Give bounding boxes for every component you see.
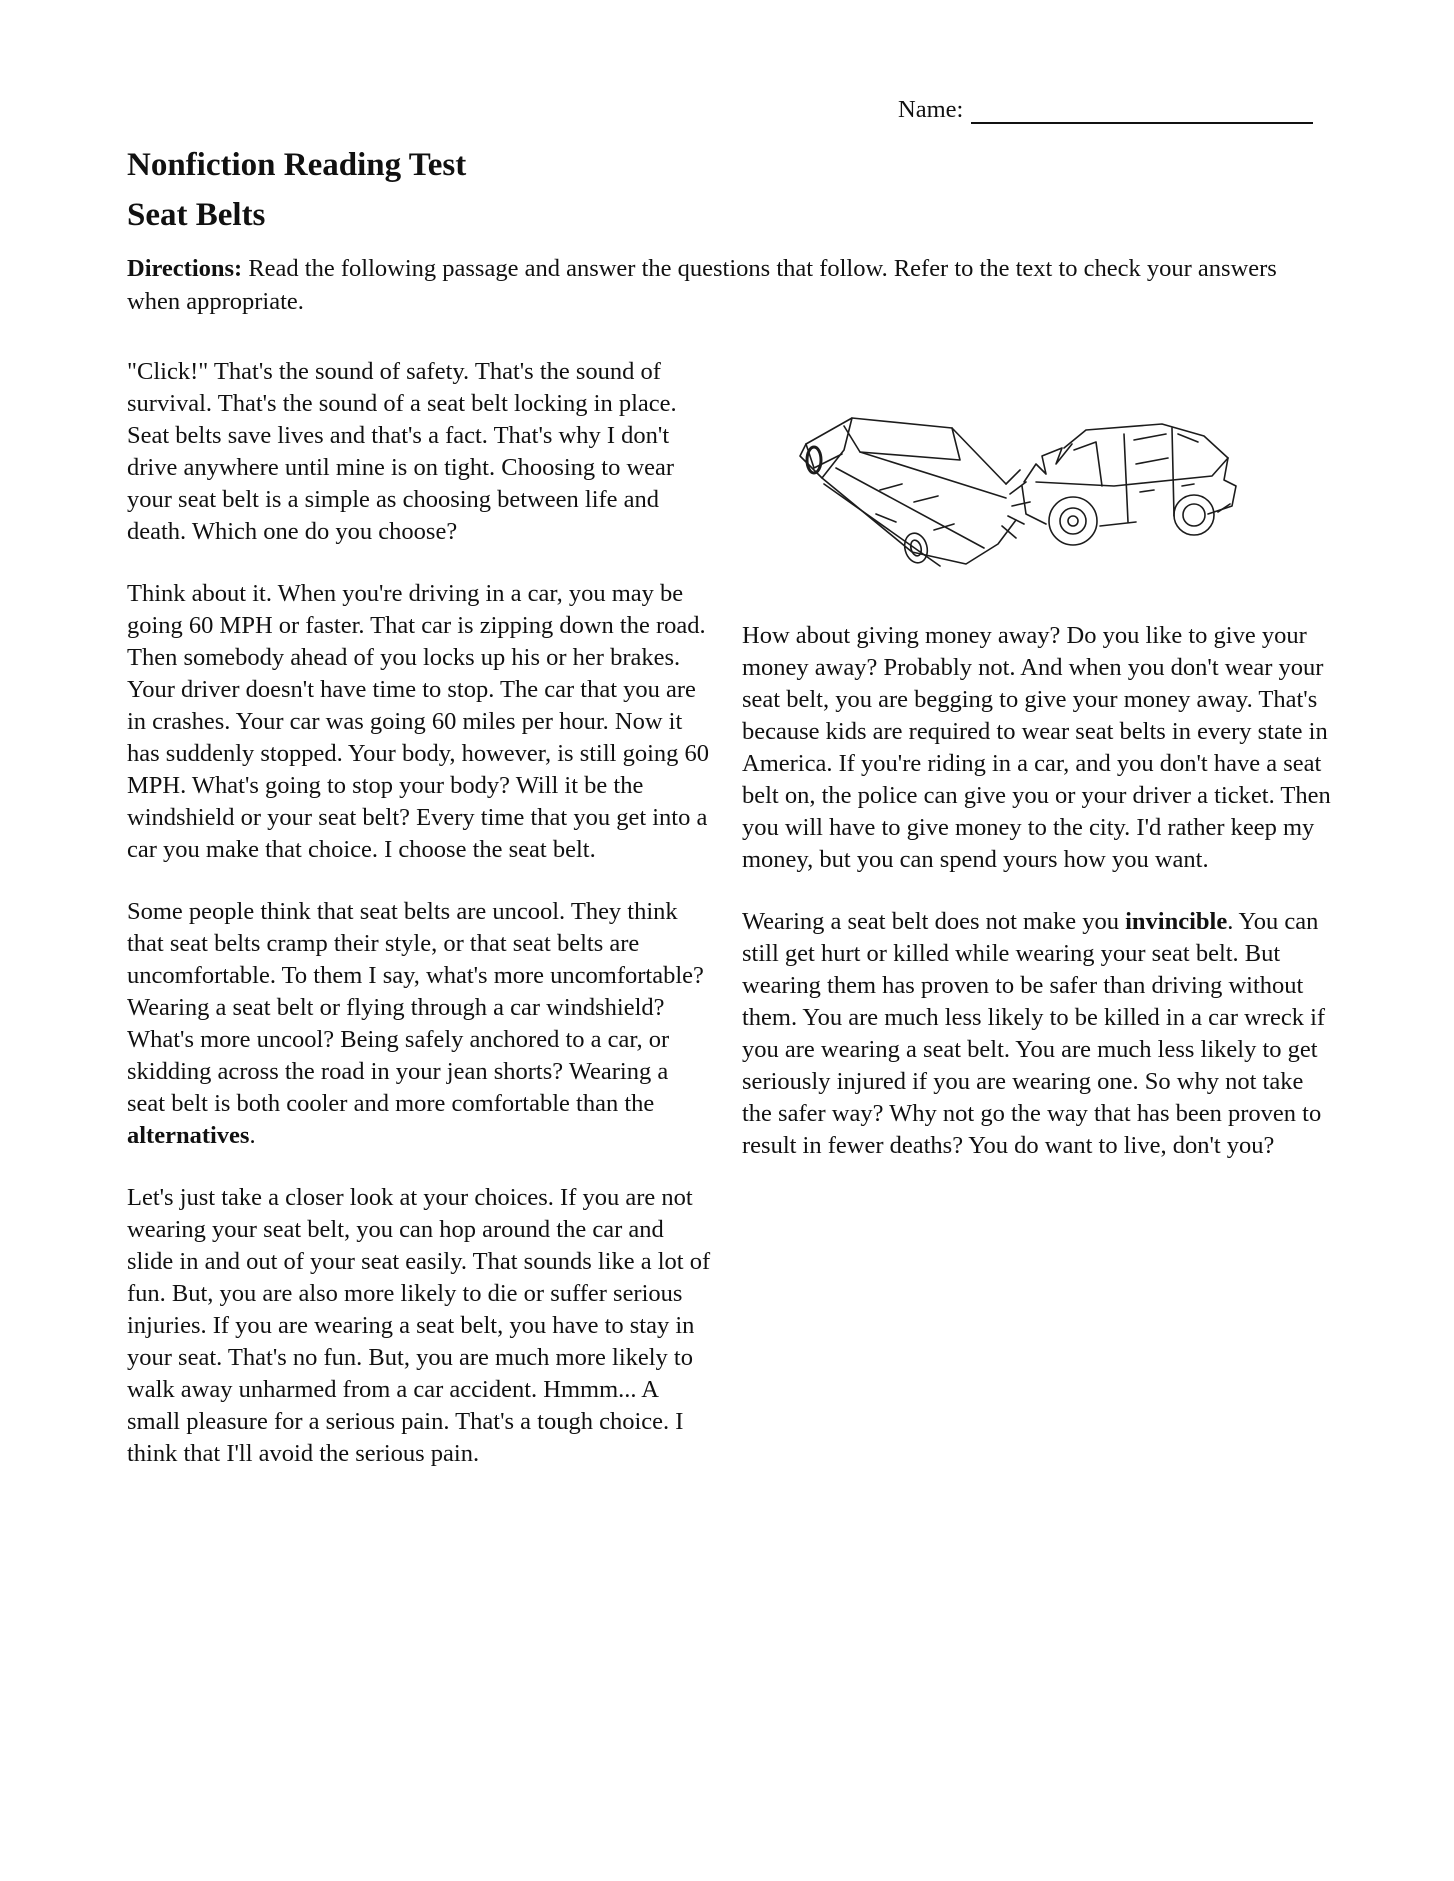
- bold-word-invincible: invincible: [1125, 908, 1228, 935]
- paragraph-invincible: Wearing a seat belt does not make you invincible. You can still get hurt or killed while wearing your seat belt. But wearing them has proven to be safer than driving without them. You are much less likely to be killed in a car wreck if you are wearing a seat belt. You are much less likely to get seriously injured if you are wearing one. So why not take the safer way? Why not go the way that has been proven to result in fewer deaths? You do want to live, don't you?: [742, 908, 1326, 1159]
- paragraph-think-about-it: Think about it. When you're driving in a car, you may be going 60 MPH or faster. That car is zipping down the road. Then somebody ahead of you locks up his or her brakes. Your driver doesn't have time to stop. The car that you are in crashes. Your car was going 60 miles per hour. Now it has suddenly stopped. Your body, however, is still going 60 MPH. What's going to stop your body? Will it be the windshield or your seat belt? Every time that you get into a car you make that choice. I choose the seat belt.: [127, 580, 710, 863]
- bold-word-alternatives: alternatives: [127, 1122, 250, 1149]
- page-title: [127, 140, 1332, 240]
- passage-columns: [127, 356, 1332, 1500]
- name-blank-line: [971, 96, 1313, 124]
- directions: [127, 252, 1332, 318]
- name-field: [898, 96, 1313, 124]
- paragraph-uncool: Some people think that seat belts are uncool. They think that seat belts cramp their style, or that seat belts are uncomfortable. To them I say, what's more uncomfortable? Wearing a seat belt or flying through a car windshield? What's more uncool? Being safely anchored to a car, or skidding across the road in your jean shorts? Wearing a seat belt is both cooler and more comfortable than the alternatives.: [127, 898, 704, 1149]
- directions-text: Read the following passage and answer the questions that follow. Refer to the text to check your answers when appropriate.: [127, 255, 1277, 315]
- passage-right-column: [742, 356, 1332, 1500]
- paragraph-closer-look: Let's just take a closer look at your choices. If you are not wearing your seat belt, you can hop around the car and slide in and out of your seat easily. That sounds like a lot of fun. But, you are also more likely to die or suffer serious injuries. If you are wearing a seat belt, you have to stay in your seat. That's no fun. But, you are much more likely to walk away unharmed from a car accident. Hmmm... A small pleasure for a serious pain. That's a tough choice. I think that I'll avoid the serious pain.: [127, 1184, 711, 1467]
- directions-label: Directions:: [127, 255, 243, 282]
- page-title-line1: Nonfiction Reading Test: [127, 147, 467, 183]
- name-label: Name:: [898, 96, 964, 123]
- paragraph-giving-money: How about giving money away? Do you like to give your money away? Probably not. And when you don't wear your seat belt, you are begging to give your money away. That's because kids are required to wear seat belts in every state in America. If you're riding in a car, and you don't have a seat belt on, the police can give you or your driver a ticket. Then you will have to give money to the city. I'd rather keep my money, but you can spend yours how you want.: [742, 622, 1331, 873]
- passage-left-column: [127, 356, 712, 1500]
- paragraph-click: "Click!" That's the sound of safety. That's the sound of survival. That's the sound of a seat belt locking in place. Seat belts save lives and that's a fact. That's why I don't drive anywhere until mine is on tight. Choosing to wear your seat belt is a simple as choosing between life and death. Which one do you choose?: [127, 358, 677, 545]
- page-title-line2: Seat Belts: [127, 197, 266, 233]
- car-crash-line-drawing: [784, 398, 1244, 576]
